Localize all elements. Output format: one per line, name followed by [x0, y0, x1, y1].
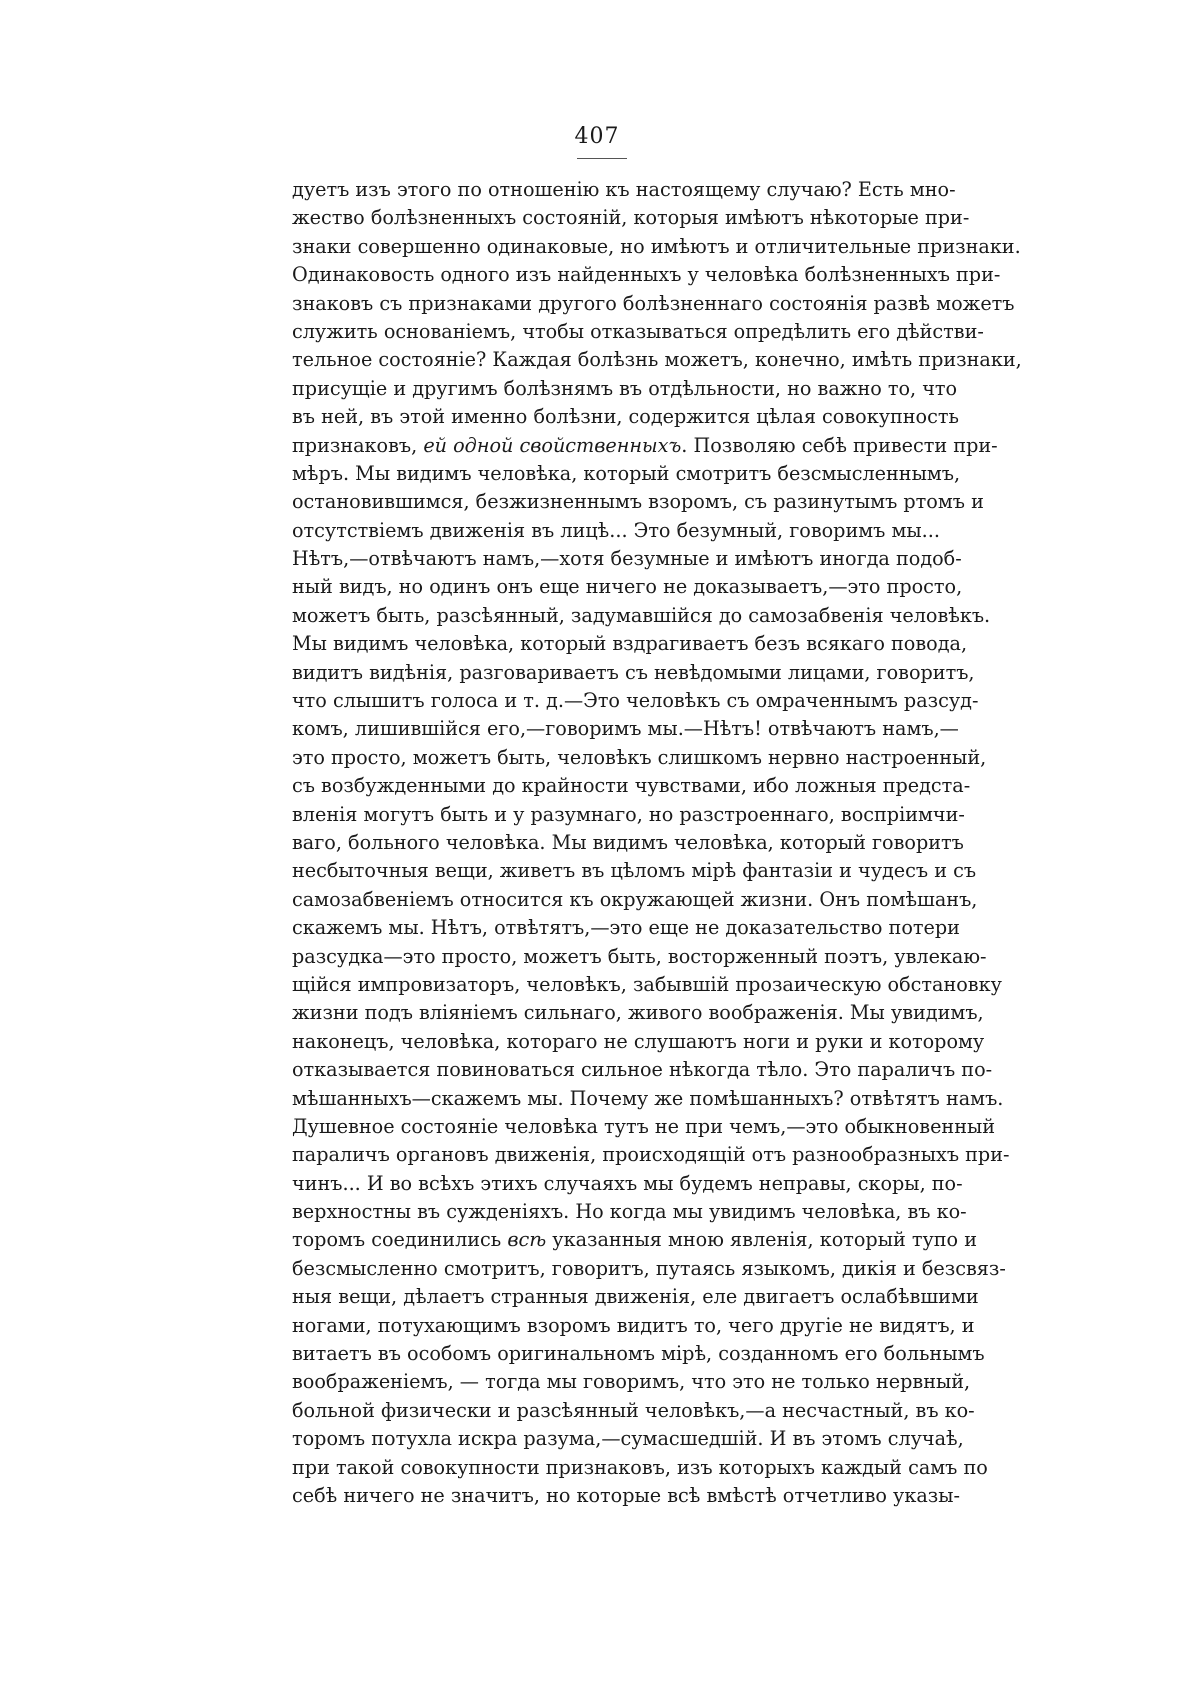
text-line: мѣръ. Мы видимъ человѣка, который смотритъ безсмысленнымъ,: [292, 461, 961, 485]
text-line: знаки совершенно одинаковые, но имѣютъ и отличительные признаки.: [292, 234, 1021, 258]
emphasized-text: всѣ: [507, 1228, 547, 1252]
text-line: что слышитъ голоса и т. д.—Это человѣкъ съ омраченнымъ разсуд-: [292, 689, 979, 713]
text-line: видитъ видѣнія, разговариваетъ съ невѣдомыми лицами, говоритъ,: [292, 660, 975, 684]
text-line: Мы видимъ человѣка, который вздрагиваетъ безъ всякаго повода,: [292, 632, 968, 656]
text-line: витаетъ въ особомъ оригинальномъ мірѣ, созданномъ его больнымъ: [292, 1342, 985, 1366]
text-line: ныя вещи, дѣлаетъ странныя движенія, еле двигаетъ ослабѣвшими: [292, 1285, 979, 1309]
text-line: себѣ ничего не значитъ, но которые всѣ вмѣстѣ отчетливо указы-: [292, 1483, 960, 1507]
text-line: отказывается повиноваться сильное нѣкогда тѣло. Это параличъ по-: [292, 1058, 993, 1082]
text-line: торомъ потухла искра разума,—сумасшедшій. И въ этомъ случаѣ,: [292, 1427, 964, 1451]
text-line: тельное состояніе? Каждая болѣзнь можетъ, конечно, имѣть признаки,: [292, 348, 1022, 372]
text-line: воображеніемъ, — тогда мы говоримъ, что это не только нервный,: [292, 1370, 971, 1394]
text-line: разсудка—это просто, можетъ быть, восторженный поэтъ, увлекаю-: [292, 944, 987, 968]
text-line: больной физически и разсѣянный человѣкъ,—а несчастный, въ ко-: [292, 1398, 975, 1422]
text-line: мѣшанныхъ—скажемъ мы. Почему же помѣшанныхъ? отвѣтятъ намъ.: [292, 1086, 1004, 1110]
text-line: вленія могутъ быть и у разумнаго, но разстроеннаго, воспріимчи-: [292, 802, 965, 826]
text-line: это просто, можетъ быть, человѣкъ слишкомъ нервно настроенный,: [292, 745, 987, 769]
text-line: знаковъ съ признаками другого болѣзненнаго состоянія развѣ можетъ: [292, 291, 1015, 315]
text-line: торомъ соединились всѣ указанныя мною явленія, который тупо и: [292, 1228, 977, 1252]
text-line: дуетъ изъ этого по отношенію къ настоящему случаю? Есть мно-: [292, 178, 956, 201]
text-line: можетъ быть, разсѣянный, задумавшійся до самозабвенія человѣкъ.: [292, 603, 991, 627]
text-line: ный видъ, но одинъ онъ еще ничего не доказываетъ,—это просто,: [292, 575, 963, 599]
text-line: Одинаковость одного изъ найденныхъ у человѣка болѣзненныхъ при-: [292, 263, 1001, 287]
text-line: несбыточныя вещи, живетъ въ цѣломъ мірѣ фантазіи и чудесъ и съ: [292, 859, 977, 883]
text-line: признаковъ, ей одной свойственныхъ. Позволяю себѣ привести при-: [292, 433, 998, 457]
page-number-underline: [577, 158, 627, 159]
text-line: ваго, больного человѣка. Мы видимъ человѣка, который говоритъ: [292, 830, 964, 854]
text-line: жизни подъ вліяніемъ сильнаго, живого воображенія. Мы увидимъ,: [292, 1001, 984, 1025]
text-line: безсмысленно смотритъ, говоритъ, путаясь языкомъ, дикія и безсвяз-: [292, 1256, 1006, 1280]
text-line: присущіе и другимъ болѣзнямъ въ отдѣльности, но важно то, что: [292, 376, 958, 400]
text-line: чинъ... И во всѣхъ этихъ случаяхъ мы будемъ неправы, скоры, по-: [292, 1171, 963, 1195]
text-line: остановившимся, безжизненнымъ взоромъ, съ разинутымъ ртомъ и: [292, 490, 984, 514]
text-line: скажемъ мы. Нѣтъ, отвѣтятъ,—это еще не доказательство потери: [292, 916, 960, 940]
text-line: параличъ органовъ движенія, происходящій отъ разнообразныхъ при-: [292, 1143, 1010, 1167]
text-line: въ ней, въ этой именно болѣзни, содержится цѣлая совокупность: [292, 405, 959, 429]
text-line: жество болѣзненныхъ состояній, которыя имѣютъ нѣкоторые при-: [292, 206, 970, 230]
page-number: 407: [574, 124, 620, 149]
text-line: отсутствіемъ движенія въ лицѣ... Это безумный, говоримъ мы...: [292, 518, 940, 542]
text-line: наконецъ, человѣка, котораго не слушаютъ ноги и руки и которому: [292, 1029, 985, 1053]
text-line: ногами, потухающимъ взоромъ видитъ то, чего другіе не видятъ, и: [292, 1313, 975, 1337]
text-line: Нѣтъ,—отвѣчаютъ намъ,—хотя безумные и имѣютъ иногда подоб-: [292, 547, 962, 571]
text-line: комъ, лишившійся его,—говоримъ мы.—Нѣтъ! отвѣчаютъ намъ,—: [292, 717, 959, 741]
text-line: Душевное состояніе человѣка тутъ не при чемъ,—это обыкновенный: [292, 1114, 996, 1138]
text-line: верхностны въ сужденіяхъ. Но когда мы увидимъ человѣка, въ ко-: [292, 1200, 967, 1224]
emphasized-text: ей одной свойственныхъ: [423, 433, 682, 457]
text-line: самозабвеніемъ относится къ окружающей жизни. Онъ помѣшанъ,: [292, 887, 978, 911]
text-line: при такой совокупности признаковъ, изъ которыхъ каждый самъ по: [292, 1455, 988, 1479]
text-line: съ возбужденными до крайности чувствами, ибо ложныя предста-: [292, 774, 971, 798]
body-text: [292, 176, 1022, 1510]
text-line: служить основаніемъ, чтобы отказываться опредѣлить его дѣйстви-: [292, 319, 984, 343]
text-line: щійся импровизаторъ, человѣкъ, забывшій прозаическую обстановку: [292, 972, 1002, 996]
